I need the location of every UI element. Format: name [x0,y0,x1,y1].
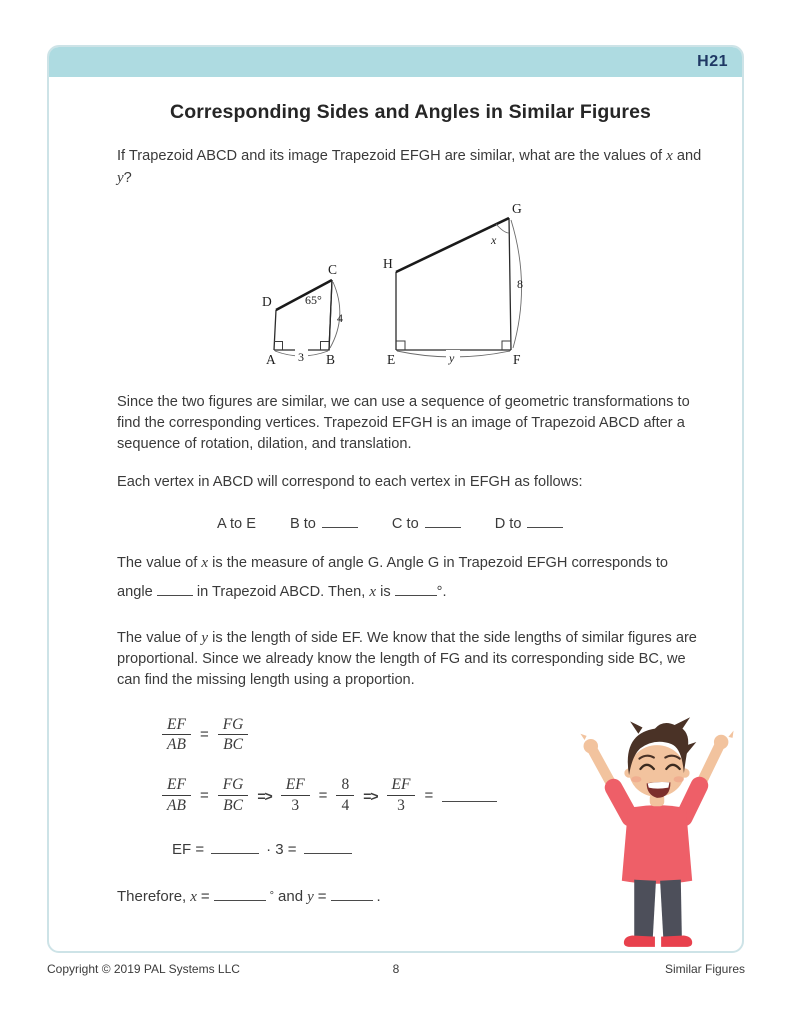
page-title: Corresponding Sides and Angles in Similar Figures [170,101,651,123]
value-of-y-paragraph: The value of y is the length of side EF. We know that the side lengths of similar figures are proportional. Since we already know the length of FG and its corresponding side BC, we can find the missing length using a proportion. [117,629,697,689]
angle-label-x: x [491,232,497,247]
vertices-intro-paragraph: Each vertex in ABCD will correspond to each vertex in EFGH as follows: [117,473,583,490]
answer-blank [331,888,373,901]
conclusion-line: Therefore, x = ° and y = . [117,887,381,905]
head [624,717,696,798]
similar-trapezoids-diagram [249,200,704,375]
worksheet-header-bar [49,47,742,77]
hand-right [714,735,728,749]
correspondence-d: D to [495,515,564,532]
side-label-y: y [449,350,455,365]
shoe-left [624,936,655,947]
angle-label-65: 65° [305,292,322,307]
shirt [622,805,692,884]
equals-sign: = [424,787,434,805]
worksheet-card [47,45,744,953]
answer-blank [304,841,352,854]
equals-sign: = [318,787,328,805]
correspondence-a: A to E [217,516,256,533]
fraction-8-4: $\frac{8}{4}$ [336,776,354,815]
hand-left [584,739,598,753]
lesson-code-badge: H21 [697,53,728,70]
right-angle-mark-f [502,341,511,350]
correspondence-c: C to [392,515,461,532]
vertex-label-c: C [328,261,338,277]
implies-arrow: => [257,787,272,804]
copyright-text: Copyright © 2019 PAL Systems LLC [47,962,240,976]
side-label-4: 4 [337,310,343,325]
transformations-paragraph: Since the two figures are similar, we can use a sequence of geometric transformations to find the corresponding vertices. Trapezoid EFGH is an image of Trapezoid ABCD after a sequence of rotation, dilation, and translation. [117,393,690,452]
implies-arrow: => [363,787,378,804]
question-text: If Trapezoid ABCD and its image Trapezoid EFGH are similar, what are the values of x and y? [117,148,702,186]
trapezoid-abcd [262,262,343,367]
right-angle-mark-a [274,341,283,350]
times-3-label: · 3 = [266,840,297,858]
trapezoids-svg [249,200,549,370]
trapezoid-efgh [383,201,523,367]
answer-blank [442,789,497,802]
fraction-ef-3: $\frac{EF}{3}$ [387,776,416,815]
vertex-label-b: B [326,351,336,367]
page-footer [47,962,745,976]
fraction-fg-bc: $\frac{FG}{BC}$ [218,776,249,815]
section-title: Similar Figures [664,962,745,976]
vertex-correspondence-row [217,515,704,532]
vertex-label-f: F [513,351,521,367]
fraction-fg-bc: $\frac{FG}{BC}$ [218,716,249,755]
answer-blank [211,841,259,854]
leg-left [634,880,656,937]
right-angle-mark-e [396,341,405,350]
angle-arc-g [496,224,509,233]
fraction-ef-3: $\frac{EF}{3}$ [281,776,310,815]
leg-right [660,880,682,937]
right-angle-mark-b [321,341,330,350]
page-number: 8 [392,962,400,976]
answer-blank [527,515,563,528]
vertex-label-e: E [387,351,396,367]
answer-blank [214,888,266,901]
vertex-label-g: G [512,200,522,216]
value-of-x-paragraph: The value of x is the measure of angle G. Angle G in Trapezoid EFGH corresponds to angle in Trapezoid ABCD. Then, x is °. [117,555,668,600]
answer-blank [425,515,461,528]
vertex-label-a: A [266,351,276,367]
equals-sign: = [199,787,209,805]
shoe-right [661,936,692,947]
fraction-ef-ab: $\frac{EF}{AB}$ [162,776,191,815]
side-label-8: 8 [517,276,523,291]
fraction-ef-ab: $\frac{EF}{AB}$ [162,716,191,755]
vertex-label-h: H [383,255,393,271]
celebrating-boy-illustration [573,711,741,949]
answer-blank [322,515,358,528]
correspondence-b: B to [290,515,358,532]
equals-sign: = [199,726,209,744]
ef-equals-label: EF = [172,840,205,858]
answer-blank [395,583,437,596]
side-label-3: 3 [298,349,304,364]
vertex-label-d: D [262,293,272,309]
answer-blank [157,583,193,596]
